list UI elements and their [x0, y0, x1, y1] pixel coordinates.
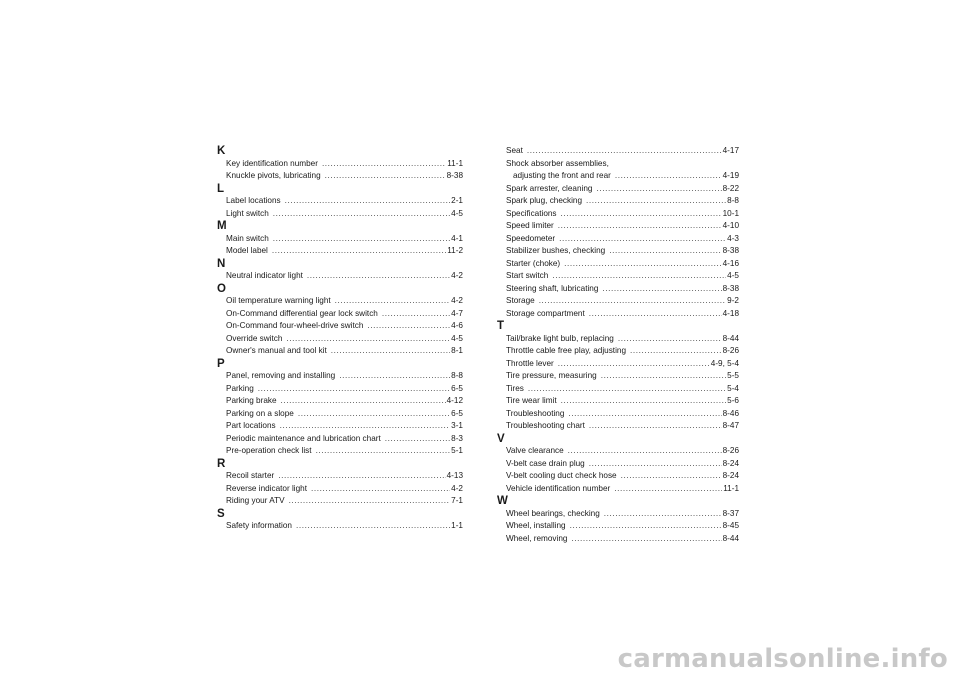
index-entry-page: 8-46 — [722, 408, 739, 418]
index-letter-s: S — [217, 507, 225, 520]
index-entry-text: Light switch — [226, 208, 269, 218]
index-entry — [217, 158, 463, 171]
index-entry-text: Specifications — [506, 208, 557, 218]
index-entry-page: 4-2 — [451, 296, 463, 305]
index-column-left — [217, 145, 463, 533]
dot-leader — [604, 508, 722, 521]
index-entry-text: Pre-operation check list — [226, 446, 312, 455]
dot-leader — [561, 395, 727, 408]
dot-leader — [325, 170, 446, 183]
dot-leader — [281, 395, 446, 408]
index-letter-t: T — [497, 320, 505, 332]
index-entry — [217, 495, 463, 508]
index-entry — [497, 345, 739, 358]
dot-leader — [382, 308, 450, 321]
index-entry — [217, 408, 463, 421]
index-entry-page: 4-9, 5-4 — [710, 358, 739, 368]
dot-leader — [630, 345, 722, 358]
dot-leader — [589, 420, 722, 433]
dot-leader — [331, 345, 450, 358]
index-letter-k: K — [217, 145, 226, 157]
index-entry — [497, 245, 739, 258]
index-entry — [497, 483, 739, 496]
index-entry — [497, 170, 739, 183]
index-entry-page: 8-38 — [722, 246, 739, 255]
index-entry — [497, 195, 739, 208]
index-entry-text: Starter (choke) — [506, 258, 561, 268]
dot-leader — [568, 445, 722, 458]
index-entry — [217, 245, 463, 258]
index-entry — [217, 233, 463, 246]
index-entry — [217, 520, 463, 533]
index-entry-page: 4-5 — [451, 333, 463, 343]
index-entry-text: Reverse indicator light — [226, 483, 308, 493]
index-entry-page: 10-1 — [722, 208, 739, 218]
index-entry — [497, 383, 739, 396]
index-entry-text: Key identification number — [226, 158, 318, 168]
dot-leader — [602, 283, 721, 296]
index-entry-page: 8-47 — [722, 421, 739, 430]
index-entry-page: 11-1 — [447, 158, 463, 168]
index-entry-text: Safety information — [226, 521, 292, 530]
dot-leader — [527, 145, 722, 158]
index-entry-page: 8-1 — [451, 346, 463, 355]
dot-leader — [339, 370, 450, 383]
index-entry-page: 8-38 — [446, 171, 463, 180]
index-entry-page: 4-3 — [727, 233, 739, 243]
index-entry-text: Main switch — [226, 233, 269, 243]
index-entry-page: 6-5 — [451, 383, 463, 393]
index-entry — [217, 470, 463, 483]
index-entry-page: 8-44 — [722, 333, 739, 343]
index-entry — [497, 470, 739, 483]
index-entry — [497, 295, 739, 308]
index-entry-page: 4-17 — [722, 146, 739, 155]
dot-leader — [586, 195, 726, 208]
dot-leader — [589, 308, 722, 321]
index-entry — [217, 420, 463, 433]
dot-leader — [618, 333, 722, 346]
index-entry-text: Troubleshooting — [506, 408, 565, 418]
index-entry-text: Spark arrester, cleaning — [506, 183, 593, 193]
dot-leader — [367, 320, 450, 333]
dot-leader — [385, 433, 450, 446]
index-entry-text: Parking — [226, 383, 254, 393]
index-entry — [217, 208, 463, 221]
index-entry — [217, 333, 463, 346]
dot-leader — [296, 520, 450, 533]
index-letter-m: M — [217, 220, 227, 232]
dot-leader — [615, 170, 722, 183]
index-entry-text: Seat — [506, 146, 523, 155]
index-entry-page: 4-12 — [446, 396, 463, 405]
index-entry — [497, 333, 739, 346]
index-entry-text: Part locations — [226, 421, 276, 430]
index-entry-text: Speedometer — [506, 233, 556, 243]
index-entry-page: 8-26 — [722, 446, 739, 455]
index-entry-text: Valve clearance — [506, 446, 564, 455]
index-entry — [497, 358, 739, 371]
index-entry-page: 8-44 — [722, 533, 739, 543]
dot-leader — [528, 383, 726, 396]
index-entry-page: 4-7 — [451, 308, 463, 318]
dot-leader — [564, 258, 721, 271]
index-entry — [497, 520, 739, 533]
dot-leader — [273, 233, 450, 246]
dot-leader — [289, 495, 451, 508]
index-entry-page: 4-18 — [722, 308, 739, 318]
index-entry-text: Owner's manual and tool kit — [226, 346, 327, 355]
index-letter-l: L — [217, 182, 225, 195]
index-entry — [497, 183, 739, 196]
index-entry-text: Spark plug, checking — [506, 196, 583, 205]
index-entry — [497, 395, 739, 408]
index-entry-text: Model label — [226, 246, 268, 255]
index-entry-text: Parking on a slope — [226, 408, 294, 418]
index-entry-page: 3-1 — [451, 421, 463, 430]
index-entry-text: V-belt cooling duct check hose — [506, 471, 617, 480]
dot-leader — [589, 458, 722, 471]
index-entry — [217, 295, 463, 308]
index-entry-page: 4-2 — [451, 271, 463, 280]
dot-leader — [561, 208, 722, 221]
index-entry — [497, 258, 739, 271]
index-entry-text: Storage — [506, 296, 535, 305]
index-entry-text: Storage compartment — [506, 308, 585, 318]
index-entry-text: Vehicle identification number — [506, 483, 611, 493]
dot-leader — [322, 158, 446, 171]
index-entry — [217, 308, 463, 321]
index-entry-text: V-belt case drain plug — [506, 458, 585, 468]
dot-leader — [298, 408, 450, 421]
index-entry-text: On-Command differential gear lock switch — [226, 308, 378, 318]
dot-leader — [552, 270, 726, 283]
index-entry-text: Tail/brake light bulb, replacing — [506, 333, 614, 343]
dot-leader — [273, 208, 450, 221]
index-entry-page: 8-26 — [722, 346, 739, 355]
index-entry-page: 6-5 — [451, 408, 463, 418]
index-entry — [217, 483, 463, 496]
dot-leader — [272, 245, 446, 258]
dot-leader — [571, 533, 721, 546]
dot-leader — [601, 370, 726, 383]
dot-leader — [316, 445, 451, 458]
index-entry-text: Throttle cable free play, adjusting — [506, 346, 626, 355]
index-entry-page: 5-4 — [727, 383, 739, 393]
index-entry-text: On-Command four-wheel-drive switch — [226, 321, 364, 330]
dot-leader — [278, 470, 445, 483]
dot-leader — [596, 183, 721, 196]
index-letter-o: O — [217, 282, 226, 295]
dot-leader — [621, 470, 722, 483]
index-entry — [217, 320, 463, 333]
index-entry-page: 4-19 — [722, 171, 739, 180]
index-entry-text: Tires — [506, 383, 524, 393]
index-entry — [217, 395, 463, 408]
index-entry-page: 11-2 — [447, 246, 463, 255]
index-entry-page: 8-37 — [722, 508, 739, 518]
index-entry-text: Troubleshooting chart — [506, 421, 585, 430]
index-entry-page: 8-8 — [727, 196, 739, 205]
index-letter-n: N — [217, 257, 226, 270]
index-entry-page: 4-13 — [446, 471, 463, 480]
index-entry-text: Tire wear limit — [506, 396, 557, 405]
dot-leader — [258, 383, 450, 396]
index-entry-text: Override switch — [226, 333, 283, 343]
index-entry — [497, 458, 739, 471]
index-entry-text: Oil temperature warning light — [226, 296, 331, 305]
index-entry — [497, 308, 739, 321]
index-entry-page: 4-2 — [451, 483, 463, 493]
index-entry — [217, 345, 463, 358]
index-entry-page: 11-1 — [723, 483, 739, 493]
index-entry-text: Tire pressure, measuring — [506, 371, 597, 380]
dot-leader — [539, 295, 726, 308]
index-entry-text: Throttle lever — [506, 358, 554, 368]
dot-leader — [559, 233, 726, 246]
index-letter-p: P — [217, 357, 225, 370]
index-entry — [497, 445, 739, 458]
index-entry-page: 5-5 — [727, 371, 739, 380]
index-entry — [497, 508, 739, 521]
index-entry-page: 5-1 — [451, 446, 463, 455]
index-entry-page: 5-6 — [727, 396, 739, 405]
index-entry-text: Wheel, removing — [506, 533, 568, 543]
index-entry — [497, 370, 739, 383]
index-entry-page: 8-22 — [722, 183, 739, 193]
index-entry-text: Wheel bearings, checking — [506, 508, 600, 518]
index-entry-text: Stabilizer bushes, checking — [506, 246, 606, 255]
index-entry-page: 8-24 — [722, 471, 739, 480]
index-entry — [497, 420, 739, 433]
index-entry-text: Recoil starter — [226, 471, 275, 480]
index-entry-page: 8-3 — [451, 433, 463, 443]
dot-leader — [614, 483, 722, 496]
index-entry — [497, 408, 739, 421]
index-entry-page: 2-1 — [451, 196, 463, 205]
index-letter-v: V — [497, 432, 505, 445]
watermark: carmanualsonline.info — [617, 644, 948, 674]
dot-leader — [609, 245, 721, 258]
dot-leader — [307, 270, 450, 283]
index-entry-page: 7-1 — [451, 496, 463, 505]
index-entry — [217, 383, 463, 396]
dot-leader — [335, 295, 450, 308]
dot-leader — [286, 333, 450, 346]
dot-leader — [558, 358, 710, 371]
index-entry-page: 8-38 — [722, 283, 739, 293]
index-entry — [497, 220, 739, 233]
dot-leader — [280, 420, 451, 433]
index-entry — [497, 283, 739, 296]
index-entry-page: 4-6 — [451, 321, 463, 330]
index-entry-page: 8-24 — [722, 458, 739, 468]
index-entry — [497, 233, 739, 246]
index-entry — [217, 270, 463, 283]
index-entry-page: 4-10 — [722, 221, 739, 230]
index-entry — [497, 533, 739, 546]
index-entry-text: Panel, removing and installing — [226, 371, 336, 380]
index-entry — [497, 158, 739, 171]
index-entry — [217, 370, 463, 383]
index-entry — [217, 433, 463, 446]
index-entry — [217, 445, 463, 458]
index-entry-page: 1-1 — [451, 521, 463, 530]
index-entry-page: 4-16 — [722, 258, 739, 268]
dot-leader — [311, 483, 450, 496]
index-entry-text: adjusting the front and rear — [513, 171, 611, 180]
index-entry — [497, 270, 739, 283]
index-entry-page: 4-1 — [451, 233, 463, 243]
index-entry-page: 9-2 — [727, 296, 739, 305]
index-entry-page: 8-45 — [722, 521, 739, 530]
index-entry-text: Label locations — [226, 196, 281, 205]
index-entry — [497, 208, 739, 221]
index-entry-text: Wheel, installing — [506, 521, 566, 530]
index-entry — [217, 195, 463, 208]
index-entry-text: Steering shaft, lubricating — [506, 283, 599, 293]
index-entry-text: Speed limiter — [506, 221, 554, 230]
dot-leader — [558, 220, 722, 233]
dot-leader — [568, 408, 721, 421]
index-entry-page: 4-5 — [451, 208, 463, 218]
index-entry-page: 4-5 — [727, 271, 739, 280]
index-letter-w: W — [497, 495, 508, 507]
index-entry-text: Start switch — [506, 271, 549, 280]
index-entry — [217, 170, 463, 183]
index-entry-text: Knuckle pivots, lubricating — [226, 171, 321, 180]
index-entry-page: 8-8 — [451, 371, 463, 380]
index-entry — [497, 145, 739, 158]
index-column-right — [497, 145, 739, 545]
index-entry-text: Neutral indicator light — [226, 271, 303, 280]
index-letter-r: R — [217, 457, 226, 470]
index-entry-text: Parking brake — [226, 396, 277, 405]
index-entry-text: Periodic maintenance and lubrication chart — [226, 433, 381, 443]
index-entry-text: Riding your ATV — [226, 496, 285, 505]
index-entry-text: Shock absorber assemblies, — [506, 158, 609, 168]
dot-leader — [570, 520, 722, 533]
dot-leader — [285, 195, 451, 208]
